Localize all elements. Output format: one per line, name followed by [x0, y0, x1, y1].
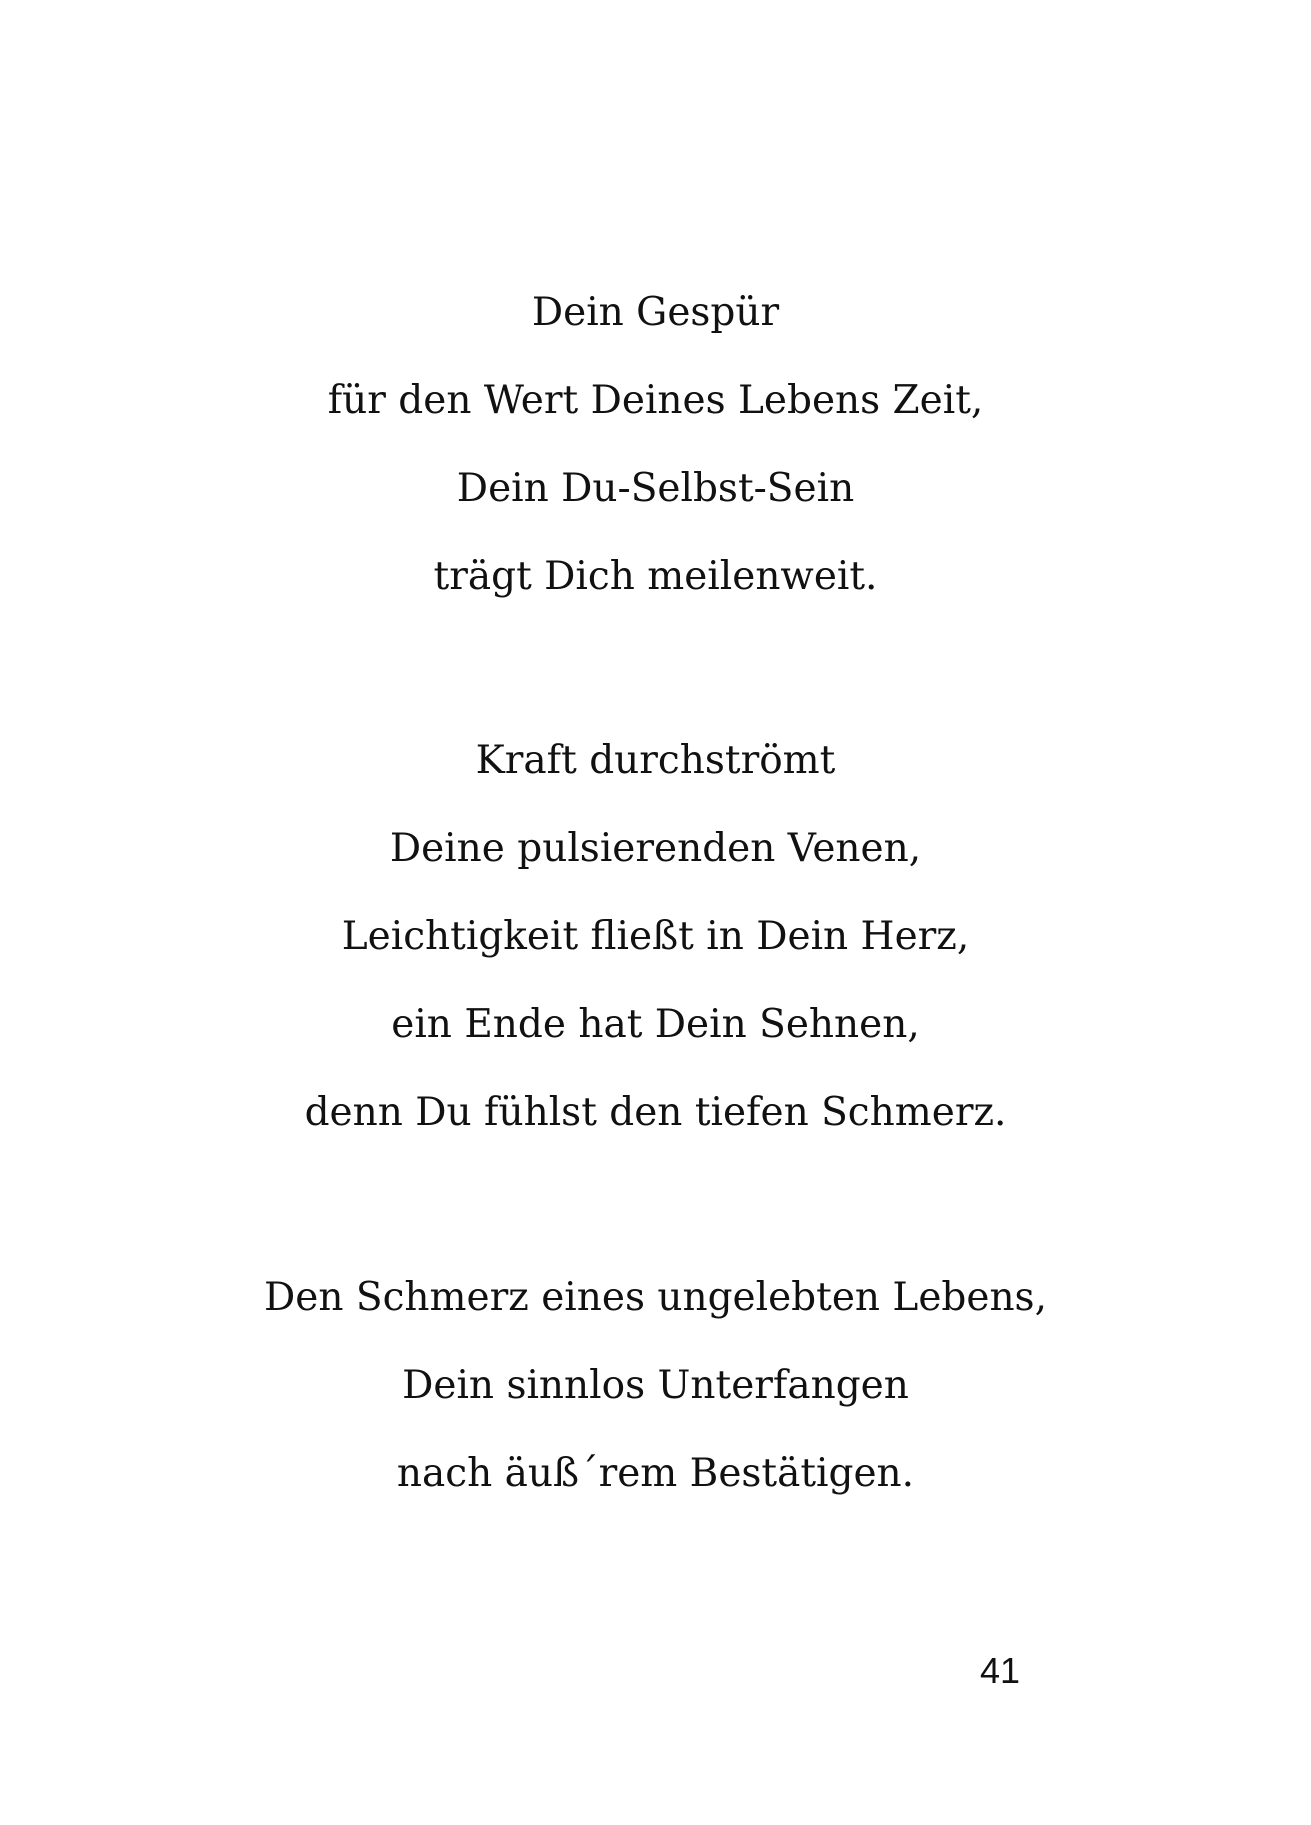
- poem-line: Den Schmerz eines ungelebten Lebens,: [264, 1275, 1047, 1320]
- stanza-3: [0, 1254, 1311, 1518]
- poem-line: trägt Dich meilenweit.: [433, 554, 878, 599]
- page-number: 41: [979, 1650, 1020, 1691]
- poem-line: Leichtigkeit fließt in Dein Herz,: [341, 914, 970, 959]
- stanza-1: [0, 269, 1311, 621]
- poem-line: denn Du fühlst den tiefen Schmerz.: [304, 1090, 1007, 1135]
- poem-line: Deine pulsierenden Venen,: [389, 826, 922, 871]
- poem-line: Kraft durchströmt: [475, 738, 836, 783]
- poem-line: nach äuß´rem Bestätigen.: [396, 1451, 915, 1496]
- poem-line: Dein sinnlos Unterfangen: [402, 1363, 909, 1408]
- stanza-2: [0, 717, 1311, 1157]
- poem-line: ein Ende hat Dein Sehnen,: [391, 1002, 920, 1047]
- poem-line: Dein Gespür: [531, 290, 780, 335]
- poem-line: Dein Du-Selbst-Sein: [456, 466, 855, 511]
- poem-line: für den Wert Deines Lebens Zeit,: [327, 378, 984, 423]
